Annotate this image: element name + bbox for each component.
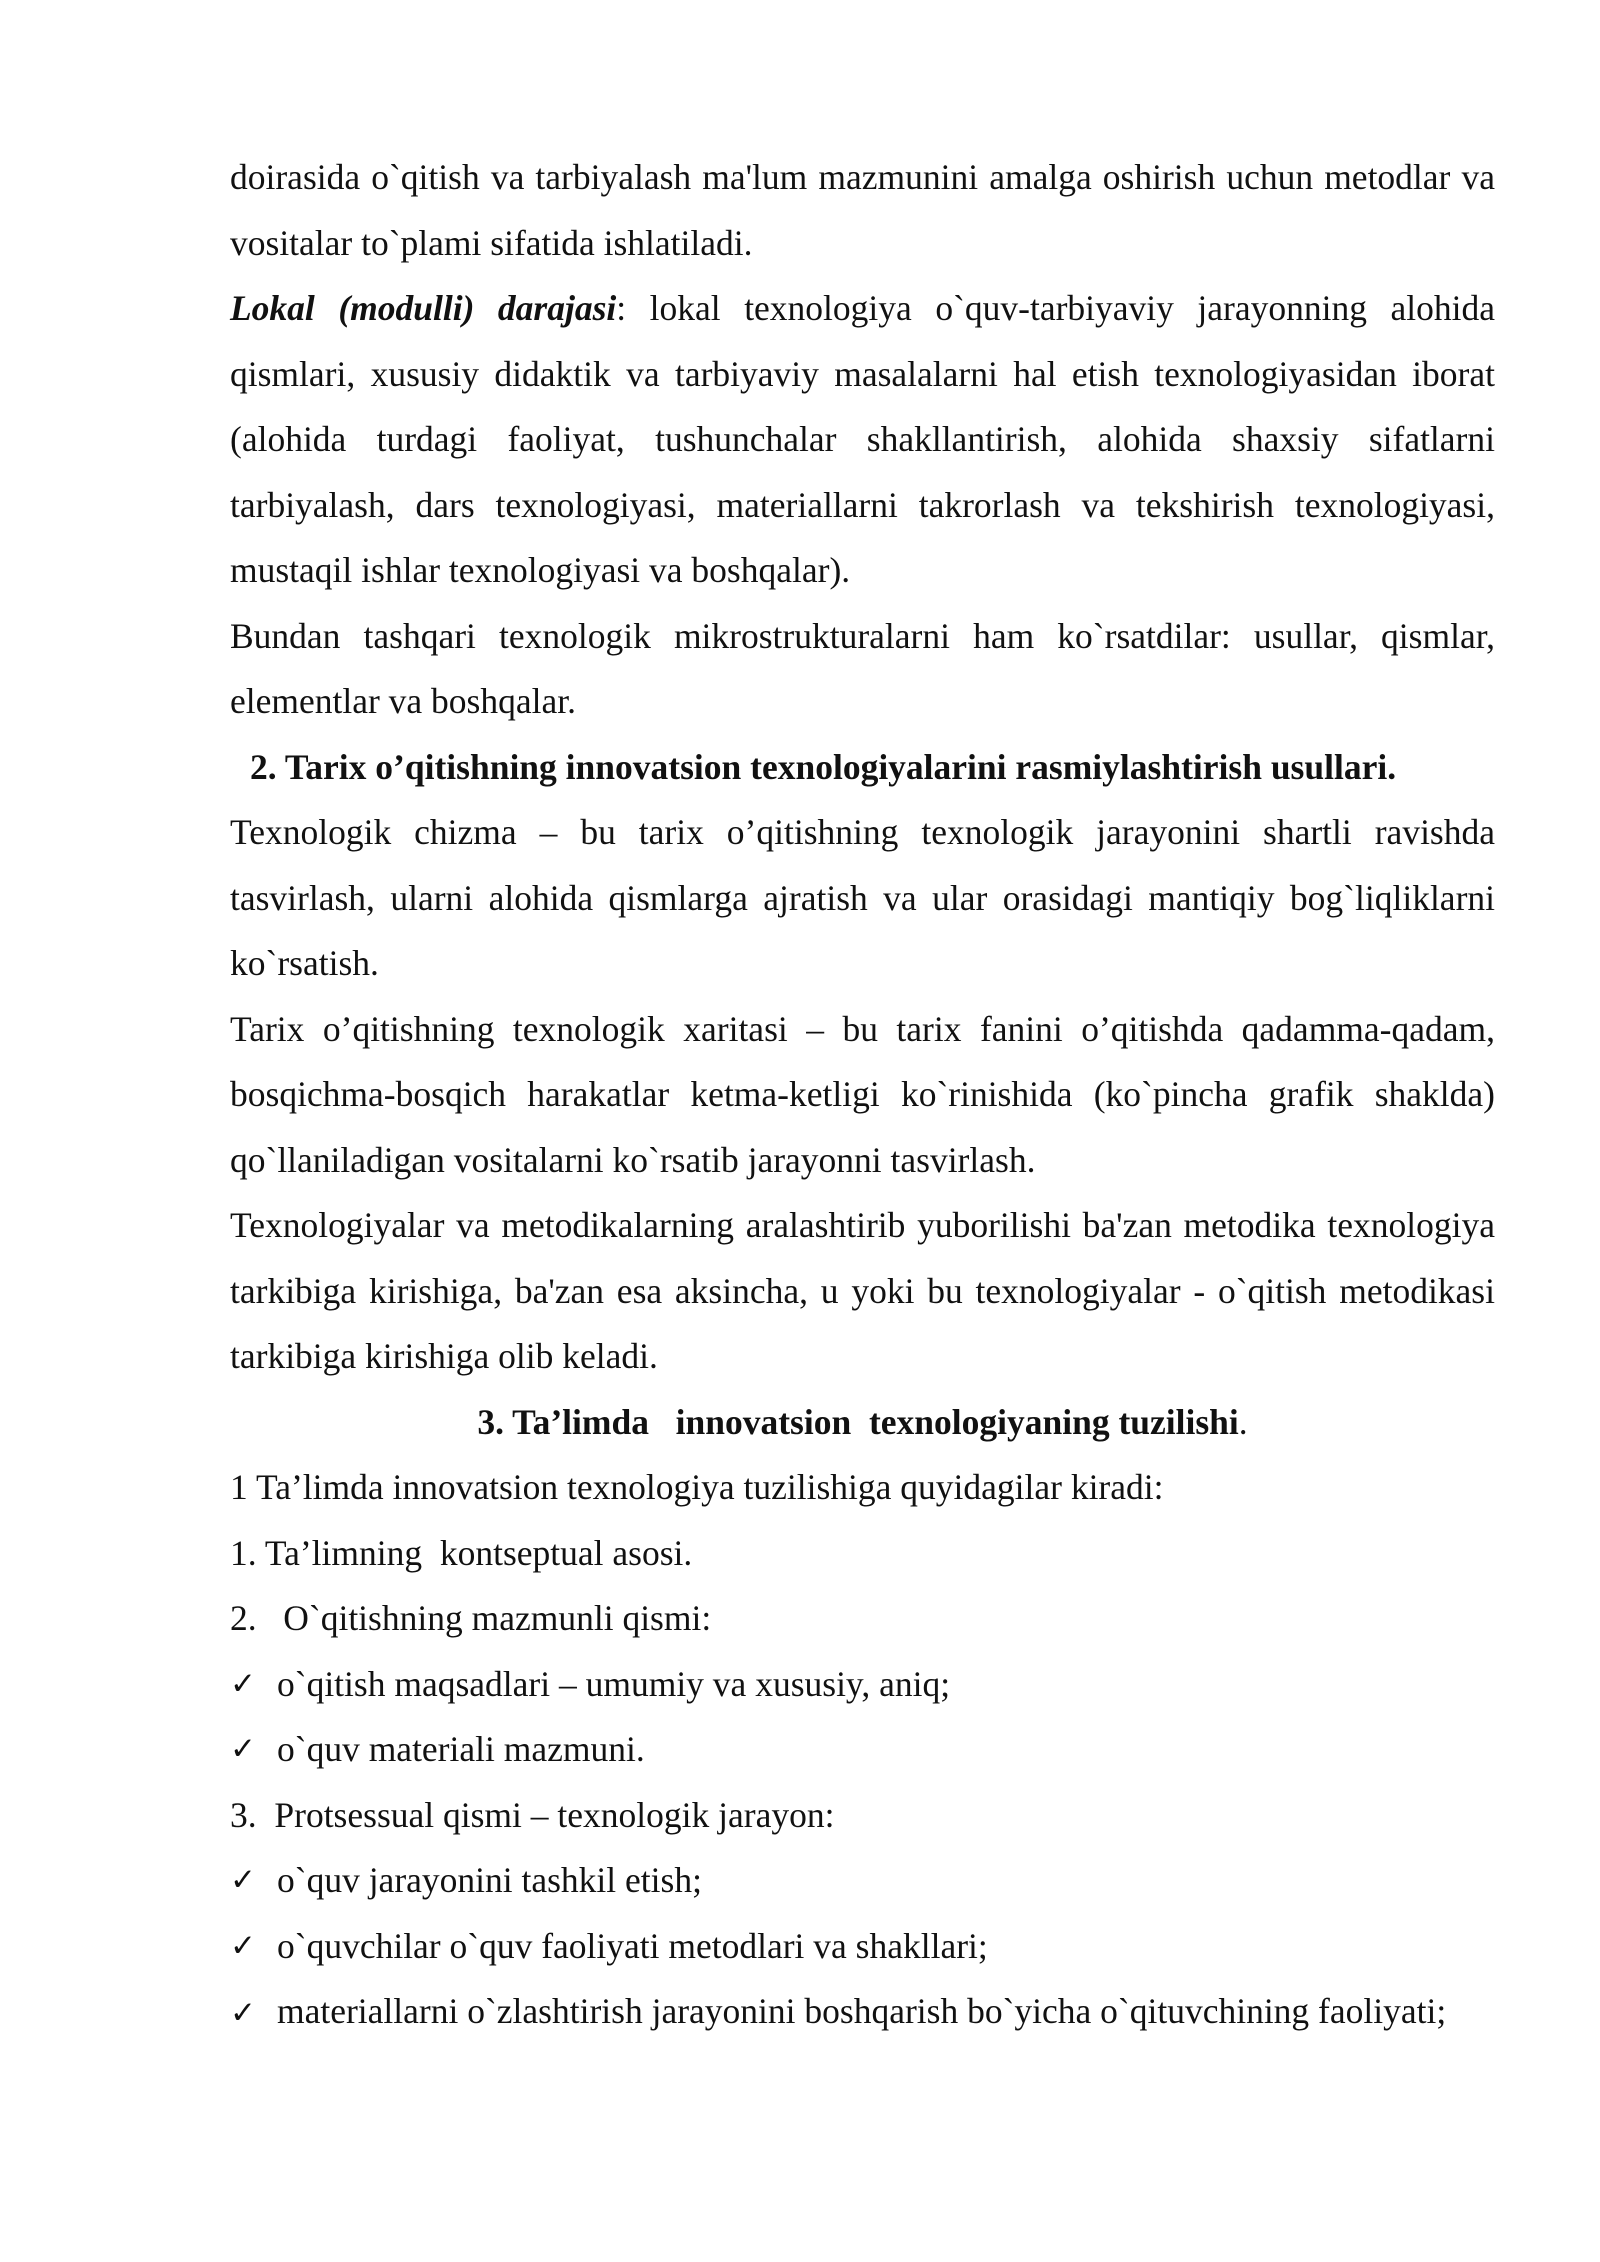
paragraph-microstructures: Bundan tashqari texnologik mikrostrukturalarni ham ko`rsatdilar: usullar, qismlar, elementlar va boshqalar. — [230, 615, 1495, 721]
section-heading-3-period: . — [1238, 1401, 1248, 1442]
document-page — [230, 145, 1495, 2047]
check-icon: ✓ — [230, 1862, 256, 1898]
checklist-item-text: o`qitish maqsadlari – umumiy va xususiy, aniq; — [277, 1663, 951, 1704]
list-item-content-part: 2. O`qitishning mazmunli qismi: — [230, 1598, 712, 1638]
lokal-term: Lokal (modulli) darajasi — [230, 288, 617, 328]
check-icon: ✓ — [230, 1995, 256, 2031]
paragraph-structure-intro: 1 Ta’limda innovatsion texnologiya tuzilishiga quyidagilar kiradi: — [230, 1467, 1164, 1507]
paragraph-lokal — [230, 276, 1495, 604]
list-item-conceptual: 1. Ta’limning kontseptual asosi. — [230, 1532, 693, 1573]
checklist-item-text: materiallarni o`zlashtirish jarayonini boshqarish bo`yicha o`qituvchining faoliyati; — [277, 1991, 1447, 2031]
checklist-item — [230, 1914, 1495, 1980]
checklist-item-text: o`quv jarayonini tashkil etish; — [277, 1860, 702, 1900]
checklist-item — [230, 1717, 1495, 1783]
section-heading-2: 2. Tarix o’qitishning innovatsion texnologiyalarini rasmiylashtirish usullari. — [250, 746, 1397, 787]
lokal-definition: : lokal texnologiya o`quv-tarbiyaviy jarayonning alohida qismlari, xususiy didaktik va tarbiyaviy masalalarni hal etish texnologiyasidan iborat (alohida turdagi faoliyat, tushunchalar shakllantirish, alohida shaxsiy sifatlarni tarbiyalash, dars texnologiyasi, materiallarni takrorlash va tekshirish texnologiyasi, mustaqil ishlar texnologiyasi va boshqalar). — [230, 288, 1495, 590]
checklist-item — [230, 1848, 1495, 1914]
check-icon: ✓ — [230, 1665, 256, 1702]
paragraph-technological-map: Tarix o’qitishning texnologik xaritasi – bu tarix fanini o’qitishda qadamma-qadam, bosqichma-bosqich harakatlar ketma-ketligi ko`rinishida (ko`pincha grafik shaklda) qo`llaniladigan vositalarni ko`rsatib jarayonni tasvirlash. — [230, 1008, 1495, 1180]
check-icon: ✓ — [230, 1731, 256, 1767]
paragraph-methodology-mix: Texnologiyalar va metodikalarning aralashtirib yuborilishi ba'zan metodika texnologiya tarkibiga kirishiga, ba'zan esa aksincha, u yoki bu texnologiyalar - o`qitish metodikasi tarkibiga kirishiga olib keladi. — [230, 1205, 1495, 1376]
paragraph-intro: doirasida o`qitish va tarbiyalash ma'lum mazmunini amalga oshirish uchun metodlar va vositalar to`plami sifatida ishlatiladi. — [230, 157, 1495, 263]
list-item-process-part: 3. Protsessual qismi – texnologik jarayon: — [230, 1794, 835, 1835]
paragraph-technological-scheme: Texnologik chizma – bu tarix o’qitishning texnologik jarayonini shartli ravishda tasvirlash, ularni alohida qismlarga ajratish va ular orasidagi mantiqiy bog`liqliklarni ko`rsatish. — [230, 812, 1495, 983]
section-heading-3 — [230, 1390, 1495, 1456]
checklist-item-text: o`quv materiali mazmuni. — [277, 1729, 645, 1769]
checklist-item — [230, 1652, 1495, 1718]
section-heading-3-text: 3. Ta’limda innovatsion texnologiyaning tuzilishi — [477, 1401, 1239, 1442]
check-icon: ✓ — [230, 1927, 256, 1964]
checklist-item — [230, 1979, 1495, 2047]
checklist-item-text: o`quvchilar o`quv faoliyati metodlari va shakllari; — [277, 1925, 988, 1966]
